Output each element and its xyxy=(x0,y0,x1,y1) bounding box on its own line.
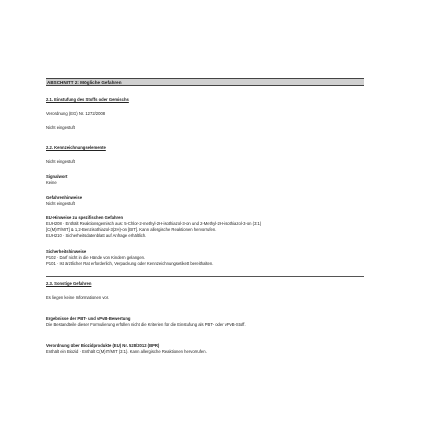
bpr-label: Verordnung über Biozidprodukte (EU) Nr. 528/2012 (BPR) xyxy=(46,343,160,348)
signal-word-label: Signalwort xyxy=(46,174,68,179)
eu-hazard-line: EUH210 · Sicherheitsdatenblatt auf Anfrage erhältlich. xyxy=(46,233,147,238)
precautionary-label: Sicherheitshinweise xyxy=(46,249,87,254)
hazard-statements-value: Nicht eingestuft xyxy=(46,201,75,206)
eu-hazard-line: [C(M)IT/MIT] & 1,2-Benzisothiazol-3(2H)-on [BIT]. Kann allergische Reaktionen hervorrufen. xyxy=(46,227,217,232)
heading-2-1: 2.1. Einstufung des Stoffs oder Gemischs xyxy=(46,97,129,102)
pbt-value: Die Bestandteile dieser Formulierung erfüllen nicht die Kriterien für die Einstufung als PBT- oder vPvB-Stoff. xyxy=(46,322,246,327)
signal-word-value: Keine xyxy=(46,180,57,185)
regulation-label: Verordnung (EG) Nr. 1272/2008 xyxy=(46,111,106,116)
section-divider xyxy=(46,276,364,277)
heading-2-2: 2.2. Kennzeichnungselemente xyxy=(46,145,106,150)
labelling-value: Nicht eingestuft xyxy=(46,159,75,164)
precautionary-line: P101 · Ist ärztlicher Rat erforderlich, Verpackung oder Kennzeichnungsetikett bereithalten. xyxy=(46,261,214,266)
heading-2-3: 2.3. Sonstige Gefahren xyxy=(46,281,92,286)
eu-hazard-line: EUH208 · Enthält Reaktionsgemisch aus: 5-Chlor-2-methyl-2H-isothiazol-3-on und 2-Methyl-2H-isothiazol-3-on (3:1) xyxy=(46,221,262,226)
bpr-value: Enthält ein Biozid · Enthält C(M)IT/MIT (3:1). Kann allergische Reaktionen hervorrufen. xyxy=(46,349,207,354)
precautionary-line: P102 · Darf nicht in die Hände von Kindern gelangen. xyxy=(46,255,146,260)
eu-hazard-label: EU-Hinweise zu spezifischen Gefahren xyxy=(46,215,124,220)
hazard-statements-label: Gefahrenhinweise xyxy=(46,195,83,200)
other-hazards-value: Es liegen keine Informationen vor. xyxy=(46,295,110,300)
classification-value: Nicht eingestuft xyxy=(46,125,75,130)
section-title: ABSCHNITT 2: Mögliche Gefahren xyxy=(46,78,364,86)
pbt-label: Ergebnisse der PBT- und vPvB-Bewertung xyxy=(46,316,131,321)
